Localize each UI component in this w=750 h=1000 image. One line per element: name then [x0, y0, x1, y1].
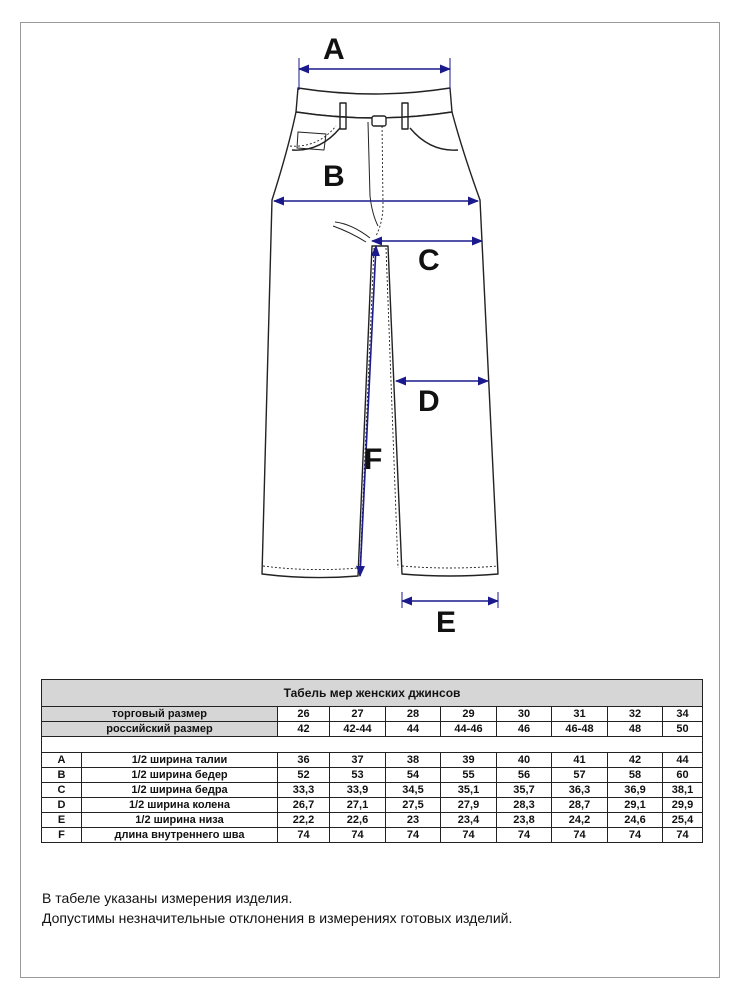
trade-size: 29 — [441, 707, 497, 722]
measurement-name: 1/2 ширина бедер — [82, 768, 278, 783]
trade-size: 27 — [330, 707, 386, 722]
measurement-value: 38 — [386, 753, 441, 768]
measurement-code: B — [42, 768, 82, 783]
measurement-value: 22,2 — [278, 813, 330, 828]
measurement-value: 24,6 — [608, 813, 663, 828]
measurement-value: 23,8 — [497, 813, 552, 828]
russian-size: 46 — [497, 722, 552, 737]
measurement-name: 1/2 ширина низа — [82, 813, 278, 828]
trade-size: 28 — [386, 707, 441, 722]
trade-size: 34 — [663, 707, 703, 722]
measurement-value: 74 — [441, 828, 497, 843]
measurement-row — [42, 813, 703, 828]
measurement-value: 33,9 — [330, 783, 386, 798]
russian-size: 48 — [608, 722, 663, 737]
measurement-value: 41 — [552, 753, 608, 768]
russian-size: 42-44 — [330, 722, 386, 737]
table-title: Табель мер женских джинсов — [42, 680, 703, 707]
measurement-value: 35,1 — [441, 783, 497, 798]
label-f: F — [364, 443, 383, 476]
measurement-value: 33,3 — [278, 783, 330, 798]
measurement-row — [42, 783, 703, 798]
trade-size-label: торговый размер — [42, 707, 278, 722]
measurement-value: 22,6 — [330, 813, 386, 828]
measurement-value: 28,3 — [497, 798, 552, 813]
measurement-value: 52 — [278, 768, 330, 783]
notes — [42, 888, 512, 928]
measurement-value: 74 — [663, 828, 703, 843]
measurement-value: 74 — [278, 828, 330, 843]
measurement-code: F — [42, 828, 82, 843]
measurement-value: 23,4 — [441, 813, 497, 828]
label-e: E — [436, 606, 457, 639]
measurement-value: 28,7 — [552, 798, 608, 813]
measurement-value: 29,9 — [663, 798, 703, 813]
label-c: C — [418, 244, 440, 277]
measurement-row — [42, 798, 703, 813]
measurement-value: 40 — [497, 753, 552, 768]
measurement-value: 27,1 — [330, 798, 386, 813]
measurement-value: 54 — [386, 768, 441, 783]
measurement-value: 53 — [330, 768, 386, 783]
measurement-name: 1/2 ширина колена — [82, 798, 278, 813]
trade-size: 32 — [608, 707, 663, 722]
russian-size-label: российский размер — [42, 722, 278, 737]
measurement-value: 36,9 — [608, 783, 663, 798]
measurement-value: 34,5 — [386, 783, 441, 798]
measurement-value: 60 — [663, 768, 703, 783]
measurement-value: 24,2 — [552, 813, 608, 828]
measurement-value: 29,1 — [608, 798, 663, 813]
measurement-value: 37 — [330, 753, 386, 768]
measurement-row — [42, 753, 703, 768]
measurement-value: 57 — [552, 768, 608, 783]
russian-size: 50 — [663, 722, 703, 737]
measurement-row — [42, 768, 703, 783]
note-line-2: Допустимы незначительные отклонения в измерениях готовых изделий. — [42, 910, 513, 926]
measurement-code: D — [42, 798, 82, 813]
trade-size-row — [42, 707, 703, 722]
measurement-value: 25,4 — [663, 813, 703, 828]
measurement-value: 44 — [663, 753, 703, 768]
label-d: D — [418, 385, 440, 418]
label-b: B — [323, 160, 345, 193]
measurement-rows — [42, 753, 703, 843]
trade-size: 30 — [497, 707, 552, 722]
jeans-outline — [262, 88, 498, 578]
measurement-value: 55 — [441, 768, 497, 783]
measurement-value: 26,7 — [278, 798, 330, 813]
note-line-1: В табеле указаны измерения изделия. — [42, 890, 293, 906]
measurement-name: длина внутреннего шва — [82, 828, 278, 843]
trade-size: 26 — [278, 707, 330, 722]
russian-size: 46-48 — [552, 722, 608, 737]
measurement-value: 74 — [330, 828, 386, 843]
measurement-value: 38,1 — [663, 783, 703, 798]
measurement-value: 74 — [386, 828, 441, 843]
size-table — [41, 679, 703, 843]
measurement-value: 42 — [608, 753, 663, 768]
spacer-row — [42, 737, 703, 753]
russian-size: 42 — [278, 722, 330, 737]
measurement-value: 58 — [608, 768, 663, 783]
measurement-name: 1/2 ширина талии — [82, 753, 278, 768]
measurement-value: 36 — [278, 753, 330, 768]
russian-size: 44 — [386, 722, 441, 737]
measurement-code: C — [42, 783, 82, 798]
trade-size: 31 — [552, 707, 608, 722]
measurement-row — [42, 828, 703, 843]
measurement-name: 1/2 ширина бедра — [82, 783, 278, 798]
russian-size-row — [42, 722, 703, 737]
measurement-value: 74 — [552, 828, 608, 843]
russian-size: 44-46 — [441, 722, 497, 737]
measurement-value: 74 — [608, 828, 663, 843]
measurement-value: 35,7 — [497, 783, 552, 798]
label-a: A — [323, 33, 345, 66]
measurement-value: 27,9 — [441, 798, 497, 813]
measurement-value: 39 — [441, 753, 497, 768]
measurement-value: 23 — [386, 813, 441, 828]
measurement-code: A — [42, 753, 82, 768]
measurement-value: 27,5 — [386, 798, 441, 813]
measurement-value: 36,3 — [552, 783, 608, 798]
measurement-code: E — [42, 813, 82, 828]
measurement-value: 56 — [497, 768, 552, 783]
measurement-value: 74 — [497, 828, 552, 843]
